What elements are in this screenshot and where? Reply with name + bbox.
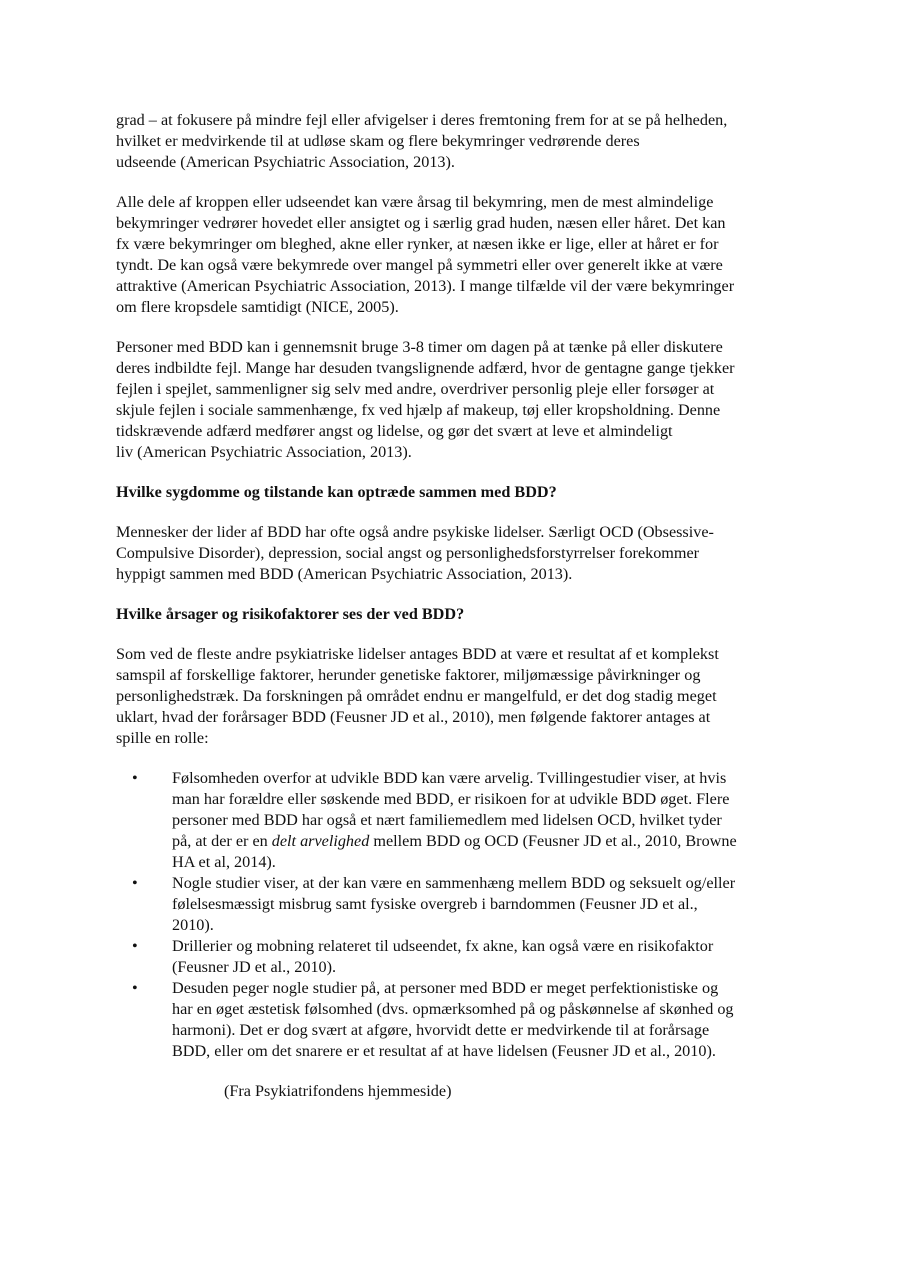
- text-line: BDD, eller om det snarere er et resultat af at have lidelsen (Feusner JD et al., 2010).: [172, 1042, 716, 1060]
- section-heading-comorbidity: Hvilke sygdomme og tilstande kan optræde sammen med BDD?: [116, 483, 557, 501]
- text-line: Mennesker der lider af BDD har ofte også andre psykiske lidelser. Særligt OCD (Obsessive-: [116, 523, 714, 541]
- text-line: om flere kropsdele samtidigt (NICE, 2005).: [116, 298, 399, 316]
- paragraph-3: [116, 337, 796, 463]
- paragraph-5: [116, 644, 796, 749]
- text-line: HA et al, 2014).: [172, 853, 276, 871]
- text-line: Personer med BDD kan i gennemsnit bruge 3-8 timer om dagen på at tænke på eller diskutere: [116, 338, 723, 356]
- paragraph-2: [116, 192, 796, 318]
- text-line: attraktive (American Psychiatric Association, 2013). I mange tilfælde vil der være bekymringer: [116, 277, 735, 295]
- paragraph-4: [116, 522, 796, 585]
- risk-factor-list: [116, 768, 796, 1062]
- text-line: fx være bekymringer om bleghed, akne eller rynker, at næsen ikke er lige, eller at håret er for: [116, 235, 719, 253]
- text-line: harmoni). Det er dog svært at afgøre, hvorvidt dette er medvirkende til at forårsage: [172, 1021, 710, 1039]
- source-citation: (Fra Psykiatrifondens hjemmeside): [224, 1082, 452, 1100]
- text-line: personlighedstræk. Da forskningen på området endnu er mangelfuld, er det dog stadig meget: [116, 687, 717, 705]
- text-line: har en øget æstetisk følsomhed (dvs. opmærksomhed på og påskønnelse af skønhed og: [172, 1000, 734, 1018]
- text-line: Desuden peger nogle studier på, at personer med BDD er meget perfektionistiske og: [172, 979, 719, 997]
- text-line: grad – at fokusere på mindre fejl eller afvigelser i deres fremtoning frem for at se på helheden,: [116, 111, 728, 129]
- text-line: personer med BDD har også et nært familiemedlem med lidelsen OCD, hvilket tyder: [172, 811, 722, 829]
- bullet-icon: •: [132, 937, 138, 955]
- text-line: udseende (American Psychiatric Association, 2013).: [116, 153, 455, 171]
- text-line: Følsomheden overfor at udvikle BDD kan være arvelig. Tvillingestudier viser, at hvis: [172, 769, 727, 787]
- text-line: liv (American Psychiatric Association, 2013).: [116, 443, 412, 461]
- text-line: bekymringer vedrører hovedet eller ansigtet og i særlig grad huden, næsen eller håret. Det kan: [116, 214, 726, 232]
- section-heading-causes: Hvilke årsager og risikofaktorer ses der ved BDD?: [116, 605, 465, 623]
- text-line: Alle dele af kroppen eller udseendet kan være årsag til bekymring, men de mest almindelige: [116, 193, 714, 211]
- text-line: man har forældre eller søskende med BDD, er risikoen for at udvikle BDD øget. Flere: [172, 790, 730, 808]
- text-line: deres indbildte fejl. Mange har desuden tvangslignende adfærd, hvor de gentagne gange tjekker: [116, 359, 735, 377]
- text-line: tyndt. De kan også være bekymrede over mangel på symmetri eller over generelt ikke at være: [116, 256, 723, 274]
- text-line: Som ved de fleste andre psykiatriske lidelser antages BDD at være et resultat af et komplekst: [116, 645, 719, 663]
- text-line: fejlen i spejlet, sammenligner sig selv med andre, overdriver personlig pleje eller forsøger at: [116, 380, 715, 398]
- list-item: [116, 768, 796, 873]
- text-line: hvilket er medvirkende til at udløse skam og flere bekymringer vedrørende deres: [116, 132, 640, 150]
- bullet-icon: •: [132, 874, 138, 892]
- text-line: Compulsive Disorder), depression, social angst og personlighedsforstyrrelser forekommer: [116, 544, 700, 562]
- document-page: [116, 110, 796, 1102]
- text-line: tidskrævende adfærd medfører angst og lidelse, og gør det svært at leve et almindeligt: [116, 422, 673, 440]
- text-line: Drillerier og mobning relateret til udseendet, fx akne, kan også være en risikofaktor: [172, 937, 714, 955]
- text-line: 2010).: [172, 916, 214, 934]
- list-item: [116, 978, 796, 1062]
- text-line: skjule fejlen i sociale sammenhænge, fx ved hjælp af makeup, tøj eller kropsholdning. Denne: [116, 401, 721, 419]
- text-fragment: på, at der er en: [172, 832, 272, 850]
- emphasis-text: delt arvelighed: [271, 832, 370, 850]
- bullet-icon: •: [132, 769, 138, 787]
- text-line: Nogle studier viser, at der kan være en sammenhæng mellem BDD og seksuelt og/eller: [172, 874, 736, 892]
- text-line: spille en rolle:: [116, 729, 209, 747]
- text-line: samspil af forskellige faktorer, herunder genetiske faktorer, miljømæssige påvirkninger og: [116, 666, 701, 684]
- list-item: [116, 936, 796, 978]
- text-line: uklart, hvad der forårsager BDD (Feusner JD et al., 2010), men følgende faktorer antages at: [116, 708, 711, 726]
- bullet-icon: •: [132, 979, 138, 997]
- text-line: hyppigt sammen med BDD (American Psychiatric Association, 2013).: [116, 565, 573, 583]
- text-line: [172, 831, 796, 852]
- text-line: følelsesmæssigt misbrug samt fysiske overgreb i barndommen (Feusner JD et al.,: [172, 895, 698, 913]
- text-line: (Feusner JD et al., 2010).: [172, 958, 337, 976]
- list-item: [116, 873, 796, 936]
- paragraph-1: [116, 110, 796, 173]
- text-fragment: mellem BDD og OCD (Feusner JD et al., 2010, Browne: [369, 832, 737, 850]
